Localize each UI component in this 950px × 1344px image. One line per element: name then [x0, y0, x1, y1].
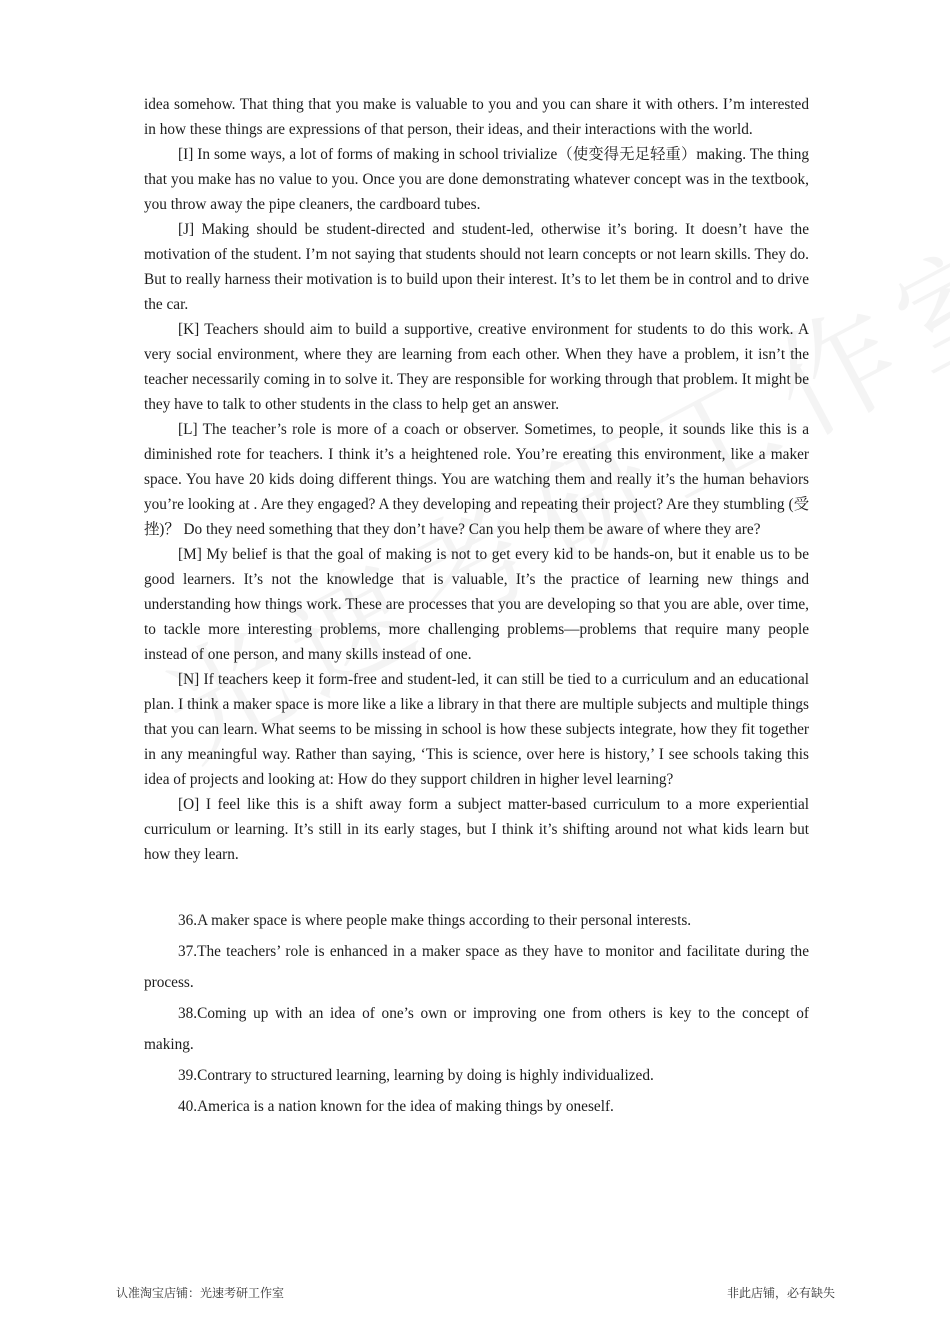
- passage: [144, 92, 809, 867]
- question-list: [144, 905, 809, 1122]
- passage-paragraph-j: [J] Making should be student-directed and student-led, otherwise it’s boring. It doesn’t have the motivation of the student. I’m not saying that students should not learn concepts or not learn skills. They do. But to really harness their motivation is to build upon their interest. It’s to let them be in control and to drive the car.: [144, 221, 809, 313]
- passage-paragraph-l: [L] The teacher’s role is more of a coach or observer. Sometimes, to people, it sounds like this is a diminished rote for teachers. I think it’s a heightened role. You’re ereating this environment, like a maker space. You have 20 kids doing different things. You are watching them and really it’s the human behaviors you’re looking at . Are they engaged? A they developing and repeating their project? Are they stumbling (受挫)？ Do they need something that they don’t have? Can you help them be aware of where they are?: [144, 421, 809, 538]
- passage-paragraph-n: [N] If teachers keep it form-free and student-led, it can still be tied to a curriculum and an educational plan. I think a maker space is more like a like a library in that there are multiple subjects and multiple things that you can learn. What seems to be missing in school is how these subjects integrate, how they fit together in any meaningful way. Rather than saying, ‘This is science, over here is history,’ I see schools taking this idea of projects and looking at: How do they support children in higher level learning?: [144, 671, 809, 788]
- question-37: 37.The teachers’ role is enhanced in a maker space as they have to monitor and facilitate during the process.: [144, 943, 809, 991]
- question-38: 38.Coming up with an idea of one’s own or improving one from others is key to the concept of making.: [144, 1005, 809, 1053]
- passage-paragraph: idea somehow. That thing that you make is valuable to you and you can share it with others. I’m interested in how these things are expressions of that person, their ideas, and their interactions with the world.: [144, 96, 809, 138]
- document-body: [144, 92, 809, 1122]
- passage-paragraph-o: [O] I feel like this is a shift away form a subject matter-based curriculum to a more experiential curriculum or learning. It’s still in its early stages, but I think it’s shifting around not what kids learn but how they learn.: [144, 796, 809, 863]
- question-36: 36.A maker space is where people make things according to their personal interests.: [178, 912, 692, 929]
- passage-paragraph-i: [I] In some ways, a lot of forms of making in school trivialize（使变得无足轻重）making. The thing that you make has no value to you. Once you are done demonstrating whatever concept was in the textbook, you throw away the pipe cleaners, the cardboard tubes.: [144, 146, 809, 213]
- question-39: 39.Contrary to structured learning, learning by doing is highly individualized.: [178, 1067, 654, 1084]
- footer-shop-notice: 认准淘宝店铺：光速考研工作室: [116, 1286, 285, 1300]
- passage-paragraph-m: [M] My belief is that the goal of making is not to get every kid to be hands-on, but it enable us to be good learners. It’s not the knowledge that is valuable, It’s the practice of learning new things and understanding how things work. These are processes that you are developing so that you are able, over time, to tackle more interesting problems, more challenging problems—problems that require many people instead of one person, and many skills instead of one.: [144, 546, 809, 663]
- passage-paragraph-k: [K] Teachers should aim to build a supportive, creative environment for students to do this work. A very social environment, where they are learning from each other. When they have a problem, it isn’t the teacher necessarily coming in to solve it. They are responsible for working through that problem. It might be they have to talk to other students in the class to help get an answer.: [144, 321, 809, 413]
- footer-warning: 非此店铺，必有缺失: [726, 1286, 835, 1300]
- question-40: 40.America is a nation known for the idea of making things by oneself.: [178, 1098, 614, 1115]
